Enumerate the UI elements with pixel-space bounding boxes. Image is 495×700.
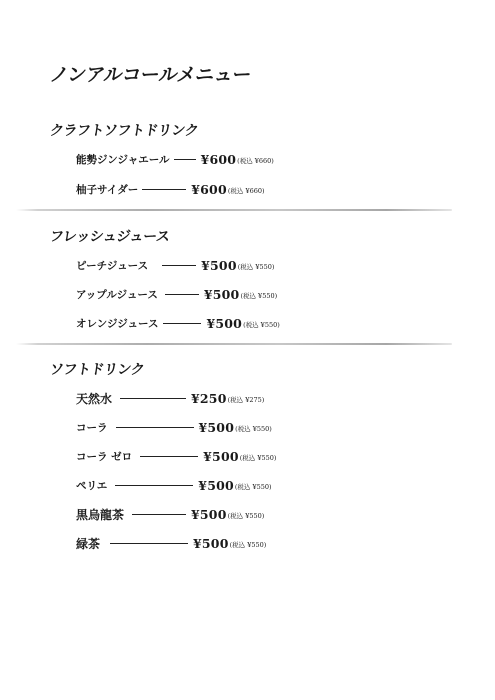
leader-line (110, 543, 188, 544)
item-tax-price: (税込 ¥550) (227, 511, 265, 520)
item-price: ¥500 (191, 506, 227, 522)
item-price: ¥500 (201, 257, 237, 273)
item-tax-price: (税込 ¥550) (239, 453, 277, 462)
item-tax-price: (税込 ¥660) (227, 186, 265, 195)
item-name: 黒烏龍茶 (76, 507, 125, 522)
item-tax-price: (税込 ¥550) (243, 320, 280, 329)
item-price: ¥500 (203, 286, 240, 302)
item-name: ピーチジュース (76, 259, 149, 272)
leader-line (165, 294, 199, 295)
item-price: ¥500 (198, 419, 235, 435)
menu-item (76, 448, 276, 464)
item-tax-price: (税込 ¥550) (229, 540, 267, 549)
menu-item (76, 535, 266, 551)
item-price: ¥600 (191, 181, 227, 197)
item-name: アップルジュース (76, 288, 158, 301)
leader-line (140, 456, 198, 457)
menu-item (76, 257, 274, 273)
item-name: 天然水 (76, 391, 113, 406)
leader-line (174, 159, 196, 160)
item-price: ¥250 (191, 390, 227, 406)
menu-item (76, 315, 280, 331)
menu-item (76, 151, 274, 167)
item-name: 能勢ジンジャエール (76, 153, 170, 166)
item-tax-price: (税込 ¥660) (237, 156, 274, 165)
menu-item (76, 419, 272, 435)
item-tax-price: (税込 ¥550) (234, 482, 272, 491)
menu-item (76, 181, 265, 197)
item-price: ¥500 (206, 315, 243, 331)
leader-line (115, 485, 193, 486)
page-title: ノンアルコールメニュー (48, 64, 253, 86)
leader-line (163, 323, 201, 324)
item-name: 緑茶 (76, 536, 101, 551)
leader-line (120, 398, 186, 399)
item-tax-price: (税込 ¥550) (240, 291, 278, 300)
menu-item (76, 506, 264, 522)
item-price: ¥500 (193, 535, 229, 551)
menu-item (76, 477, 272, 493)
item-tax-price: (税込 ¥550) (237, 262, 275, 271)
item-name: コーラ ゼロ (76, 450, 133, 463)
item-name: 柚子サイダー (76, 183, 139, 196)
leader-line (132, 514, 186, 515)
item-tax-price: (税込 ¥275) (227, 395, 265, 404)
leader-line (142, 189, 186, 190)
item-tax-price: (税込 ¥550) (235, 424, 272, 433)
item-price: ¥600 (200, 151, 237, 167)
section-title-craft: クラフトソフトドリンク (48, 123, 200, 139)
item-name: オレンジジュース (76, 317, 159, 330)
menu-item (76, 286, 277, 302)
section-title-juice: フレッシュジュース (48, 229, 171, 245)
section-divider (16, 209, 452, 211)
leader-line (162, 265, 196, 266)
section-divider (16, 343, 452, 345)
item-price: ¥500 (198, 477, 234, 493)
leader-line (116, 427, 194, 428)
item-name: コーラ (76, 421, 108, 434)
item-price: ¥500 (203, 448, 239, 464)
section-title-soft: ソフトドリンク (48, 362, 146, 378)
item-name: ペリエ (76, 479, 108, 492)
menu-item (76, 390, 264, 406)
